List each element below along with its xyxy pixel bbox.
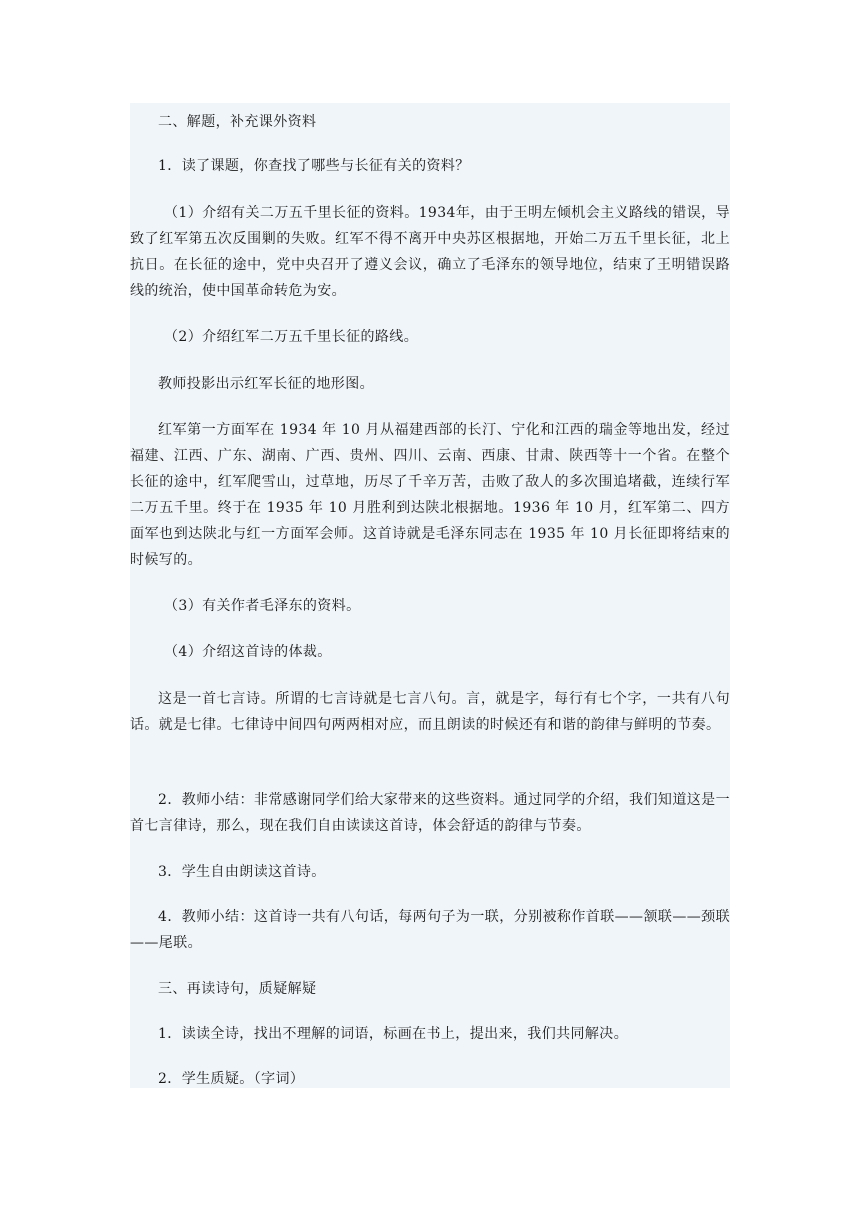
teacher-summary-4: 4．教师小结：这首诗一共有八句话，每两句子为一联，分别被称作首联——颔联——颈联——尾联。	[130, 909, 730, 951]
reread-step-1: 1．读读全诗，找出不理解的词语，标画在书上，提出来，我们共同解决。	[158, 1026, 629, 1042]
item-3-author: （3）有关作者毛泽东的资料。	[164, 598, 361, 614]
item-2-route: （2）介绍红军二万五千里长征的路线。	[164, 329, 419, 345]
teacher-summary-2: 2．教师小结：非常感谢同学们给大家带来的这些资料。通过同学的介绍，我们知道这是一首七言律诗，那么，现在我们自由读读这首诗，体会舒适的韵律与节奏。	[130, 792, 730, 834]
student-reading-3: 3．学生自由朗读这首诗。	[158, 864, 326, 880]
lesson-text-block	[130, 103, 730, 1088]
route-description: 红军第一方面军在 1934 年 10 月从福建西部的长汀、宁化和江西的瑞金等地出发，经过福建、江西、广东、湖南、广西、贵州、四川、云南、西康、甘肃、陕西等十一个省。在整个长征的途中，红军爬雪山，过草地，历尽了千辛万苦，击败了敌人的多次围追堵截，连续行军二万五千里。终于在 1935 年 10 月胜利到达陕北根据地。1936 年 10 月，红军第二、四方面军也到达陕北与红一方面军会师。这首诗就是毛泽东同志在 1935 年 10 月长征即将结束的时候写的。	[130, 422, 730, 568]
item-4-genre: （4）介绍这首诗的体裁。	[164, 644, 332, 660]
question-1: 1．读了课题，你查找了哪些与长征有关的资料？	[158, 158, 470, 174]
student-question-2: 2．学生质疑。（字词）	[158, 1071, 305, 1087]
section-heading-2: 二、解题，补充课外资料	[158, 114, 317, 130]
section-heading-3: 三、再读诗句，质疑解疑	[158, 981, 317, 997]
qiyan-explanation: 这是一首七言诗。所谓的七言诗就是七言八句。言，就是字，每行有七个字，一共有八句话。就是七律。七律诗中间四句两两相对应，而且朗读的时候还有和谐的韵律与鲜明的节奏。	[130, 691, 730, 733]
teacher-projection: 教师投影出示红军长征的地形图。	[158, 376, 374, 392]
item-1-long-march-info: （1）介绍有关二万五千里长征的资料。1934年，由于王明左倾机会主义路线的错误，导致了红军第五次反围剿的失败。红军不得不离开中央苏区根据地，开始二万五千里长征，北上抗日。在长征的途中，党中央召开了遵义会议，确立了毛泽东的领导地位，结束了王明错误路线的统治，使中国革命转危为安。	[130, 205, 730, 299]
